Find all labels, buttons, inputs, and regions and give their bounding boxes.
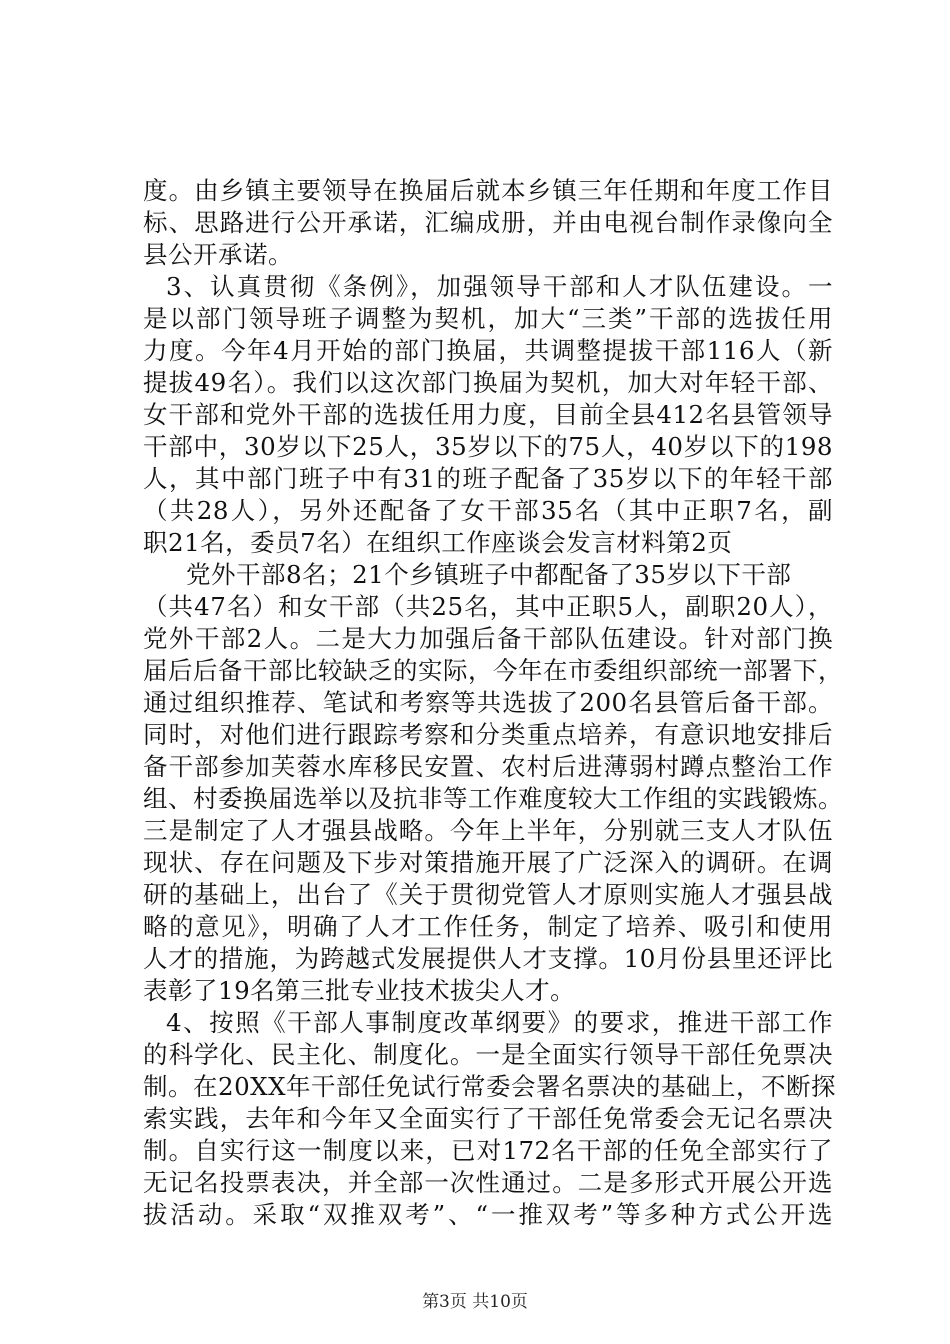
text-line: 女干部和党外干部的选拔任用力度，目前全县412名县管领导 xyxy=(143,400,833,429)
text-line: 3、认真贯彻《条例》，加强领导干部和人才队伍建设。一 xyxy=(166,272,833,301)
text-line: 备干部参加芙蓉水库移民安置、农村后进薄弱村蹲点整治工作 xyxy=(143,752,833,781)
text-line: 人才的措施，为跨越式发展提供人才支撑。10月份县里还评比 xyxy=(143,944,833,973)
text-line: 力度。今年4月开始的部门换届，共调整提拔干部116人（新 xyxy=(143,336,833,365)
text-line: 拔活动。采取“双推双考”、“一推双考”等多种方式公开选 xyxy=(143,1200,833,1229)
page-number-footer: 第3页 共10页 xyxy=(422,1292,528,1312)
text-line: 表彰了19名第三批专业技术拔尖人才。 xyxy=(143,976,576,1005)
text-line: 是以部门领导班子调整为契机，加大“三类”干部的选拔任用 xyxy=(143,304,833,333)
text-line: 组、村委换届选举以及抗非等工作难度较大工作组的实践锻炼。 xyxy=(143,784,843,813)
text-line: 制。自实行这一制度以来，已对172名干部的任免全部实行了 xyxy=(143,1136,833,1165)
text-line: 现状、存在问题及下步对策措施开展了广泛深入的调研。在调 xyxy=(143,848,833,877)
text-line: 提拔49名）。我们以这次部门换届为契机，加大对年轻干部、 xyxy=(143,368,833,397)
text-line: 届后后备干部比较缺乏的实际，今年在市委组织部统一部署下， xyxy=(143,656,843,685)
text-line: 职21名，委员7名）在组织工作座谈会发言材料第2页 xyxy=(143,528,733,557)
text-line: 三是制定了人才强县战略。今年上半年，分别就三支人才队伍 xyxy=(143,816,833,845)
text-line: 标、思路进行公开承诺，汇编成册，并由电视台制作录像向全 xyxy=(143,208,833,237)
text-line: 同时，对他们进行跟踪考察和分类重点培养，有意识地安排后 xyxy=(143,720,833,749)
text-line: 县公开承诺。 xyxy=(143,240,293,269)
text-line: （共28人），另外还配备了女干部35名（其中正职7名，副 xyxy=(143,496,833,525)
text-line: 通过组织推荐、笔试和考察等共选拔了200名县管后备干部。 xyxy=(143,688,833,717)
text-line: 党外干部2人。二是大力加强后备干部队伍建设。针对部门换 xyxy=(143,624,833,653)
text-line: 4、按照《干部人事制度改革纲要》的要求，推进干部工作 xyxy=(166,1008,833,1037)
text-line: 党外干部8名；21个乡镇班子中都配备了35岁以下干部 xyxy=(186,560,792,589)
text-line: 制。在20XX年干部任免试行常委会署名票决的基础上，不断探 xyxy=(143,1072,837,1101)
text-line: （共47名）和女干部（共25名，其中正职5人，副职20人）， xyxy=(143,592,833,621)
text-line: 的科学化、民主化、制度化。一是全面实行领导干部任免票决 xyxy=(143,1040,833,1069)
text-line: 人，其中部门班子中有31的班子配备了35岁以下的年轻干部 xyxy=(143,464,833,493)
text-line: 略的意见》，明确了人才工作任务，制定了培养、吸引和使用 xyxy=(143,912,833,941)
text-line: 索实践，去年和今年又全面实行了干部任免常委会无记名票决 xyxy=(143,1104,833,1133)
text-line: 研的基础上，出台了《关于贯彻党管人才原则实施人才强县战 xyxy=(143,880,833,909)
text-line: 度。由乡镇主要领导在换届后就本乡镇三年任期和年度工作目 xyxy=(143,176,833,205)
text-line: 无记名投票表决，并全部一次性通过。二是多形式开展公开选 xyxy=(143,1168,833,1197)
text-line: 干部中，30岁以下25人，35岁以下的75人，40岁以下的198 xyxy=(143,432,833,461)
